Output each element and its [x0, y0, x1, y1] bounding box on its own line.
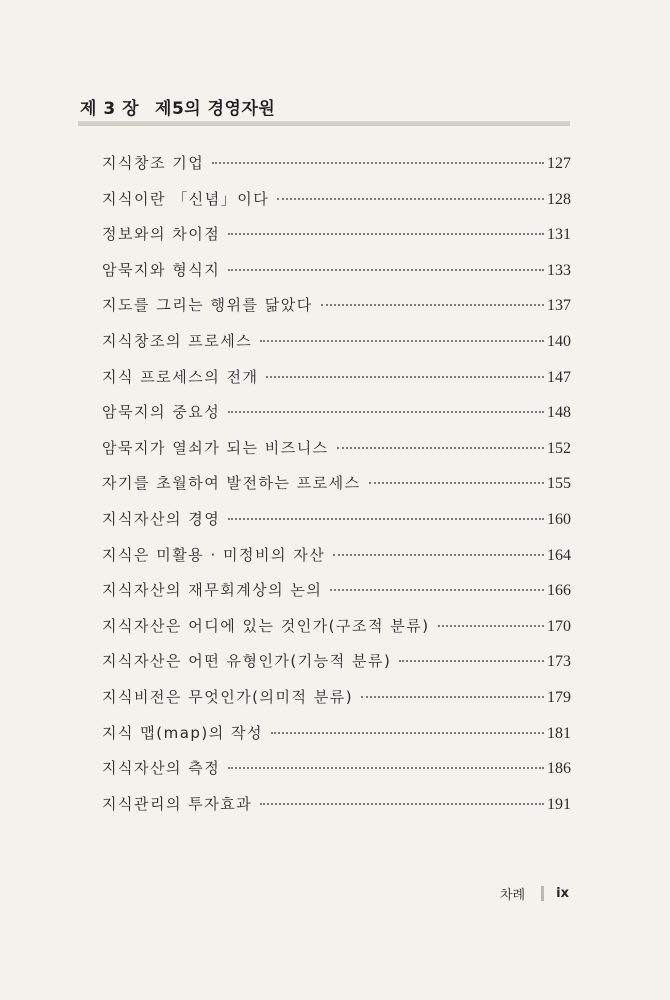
toc-leader-dots — [399, 660, 544, 662]
toc-entry-title: 자기를 초월하여 발전하는 프로세스 — [102, 474, 361, 493]
chapter-heading — [80, 94, 275, 119]
toc-entry-title: 암묵지가 열쇠가 되는 비즈니스 — [102, 438, 329, 457]
toc-entry-page: 186 — [547, 760, 571, 778]
heading-rule — [78, 121, 570, 126]
toc-entry-title: 지식관리의 투자효과 — [102, 794, 253, 813]
toc-entry-title: 지식자산은 어디에 있는 것인가(구조적 분류) — [102, 616, 430, 635]
toc-entry-title: 지식 프로세스의 전개 — [102, 367, 259, 386]
toc-entry-page: 179 — [547, 688, 571, 706]
toc-entry-page: 181 — [547, 724, 571, 742]
toc-entry-page: 166 — [547, 582, 571, 600]
toc-entry-page: 164 — [547, 546, 571, 564]
toc-entry-page: 133 — [547, 261, 571, 279]
toc-entry-title: 지식 맵(map)의 작성 — [102, 723, 264, 742]
toc-entry-title: 지식비전은 무엇인가(의미적 분류) — [102, 687, 354, 706]
footer-page-number: ix — [556, 886, 569, 901]
toc-entry-title: 지식은 미활용 · 미정비의 자산 — [102, 545, 326, 564]
toc-leader-dots — [228, 411, 544, 413]
toc-entry[interactable] — [102, 686, 571, 722]
toc-entry[interactable] — [102, 472, 571, 508]
toc-leader-dots — [333, 554, 544, 556]
chapter-title: 제5의 경영자원 — [155, 99, 276, 119]
toc-leader-dots — [228, 233, 544, 235]
toc-leader-dots — [277, 198, 544, 200]
toc-entry-page: 127 — [547, 155, 571, 172]
toc-entry-title: 지식창조 기업 — [102, 154, 205, 172]
toc-entry-title: 지식자산은 어떤 유형인가(기능적 분류) — [102, 652, 392, 671]
page-footer — [500, 884, 569, 903]
toc-entry-title: 지식자산의 경영 — [102, 509, 221, 528]
toc-entry-page: 155 — [547, 475, 571, 493]
toc-leader-dots — [212, 162, 544, 164]
toc-leader-dots — [266, 376, 544, 378]
toc-entry[interactable] — [102, 650, 571, 686]
toc-leader-dots — [228, 518, 544, 520]
toc-entry-page: 148 — [547, 404, 571, 422]
toc-entry-page: 173 — [547, 653, 571, 671]
toc-leader-dots — [260, 803, 544, 805]
toc-entry[interactable] — [102, 579, 571, 615]
toc-entry[interactable] — [102, 757, 571, 793]
toc-entry[interactable] — [102, 259, 571, 295]
toc-entry-page: 137 — [547, 297, 571, 315]
toc-entry[interactable] — [102, 188, 571, 224]
toc-entry[interactable] — [102, 330, 571, 366]
toc-leader-dots — [228, 269, 544, 271]
toc-entry-title: 지식이란 「신념」이다 — [102, 189, 270, 208]
toc-entry[interactable] — [102, 152, 571, 188]
toc-entry[interactable] — [102, 401, 571, 437]
toc-list — [102, 152, 571, 828]
toc-entry-page: 131 — [547, 226, 571, 244]
toc-leader-dots — [337, 447, 544, 449]
toc-entry[interactable] — [102, 793, 571, 829]
toc-leader-dots — [271, 732, 544, 734]
toc-entry[interactable] — [102, 223, 571, 259]
toc-entry-page: 160 — [547, 510, 571, 528]
toc-leader-dots — [361, 696, 544, 698]
toc-entry[interactable] — [102, 437, 571, 473]
toc-entry-page: 191 — [547, 795, 571, 813]
toc-leader-dots — [321, 304, 544, 306]
toc-entry-title: 암묵지와 형식지 — [102, 260, 221, 279]
toc-leader-dots — [260, 340, 544, 342]
toc-entry[interactable] — [102, 615, 571, 651]
toc-entry-title: 지도를 그리는 행위를 닮았다 — [102, 296, 313, 315]
toc-entry[interactable] — [102, 722, 571, 758]
toc-entry-title: 지식자산의 재무회계상의 논의 — [102, 581, 323, 600]
toc-entry-title: 암묵지의 중요성 — [102, 403, 221, 422]
toc-leader-dots — [228, 767, 544, 769]
chapter-label: 제 3 장 — [80, 99, 140, 119]
toc-entry-page: 140 — [547, 332, 571, 350]
toc-leader-dots — [330, 589, 544, 591]
toc-entry[interactable] — [102, 294, 571, 330]
toc-entry-title: 정보와의 차이점 — [102, 225, 221, 244]
toc-entry[interactable] — [102, 544, 571, 580]
footer-separator — [541, 886, 544, 901]
toc-entry[interactable] — [102, 366, 571, 402]
toc-entry-page: 128 — [547, 190, 571, 208]
toc-leader-dots — [369, 482, 544, 484]
toc-entry-page: 147 — [547, 368, 571, 386]
toc-entry-title: 지식창조의 프로세스 — [102, 331, 253, 350]
toc-entry-page: 170 — [547, 617, 571, 635]
toc-entry-page: 152 — [547, 439, 571, 457]
toc-entry[interactable] — [102, 508, 571, 544]
footer-section-label: 차례 — [500, 888, 526, 903]
toc-entry-title: 지식자산의 측정 — [102, 759, 221, 778]
toc-leader-dots — [438, 625, 544, 627]
